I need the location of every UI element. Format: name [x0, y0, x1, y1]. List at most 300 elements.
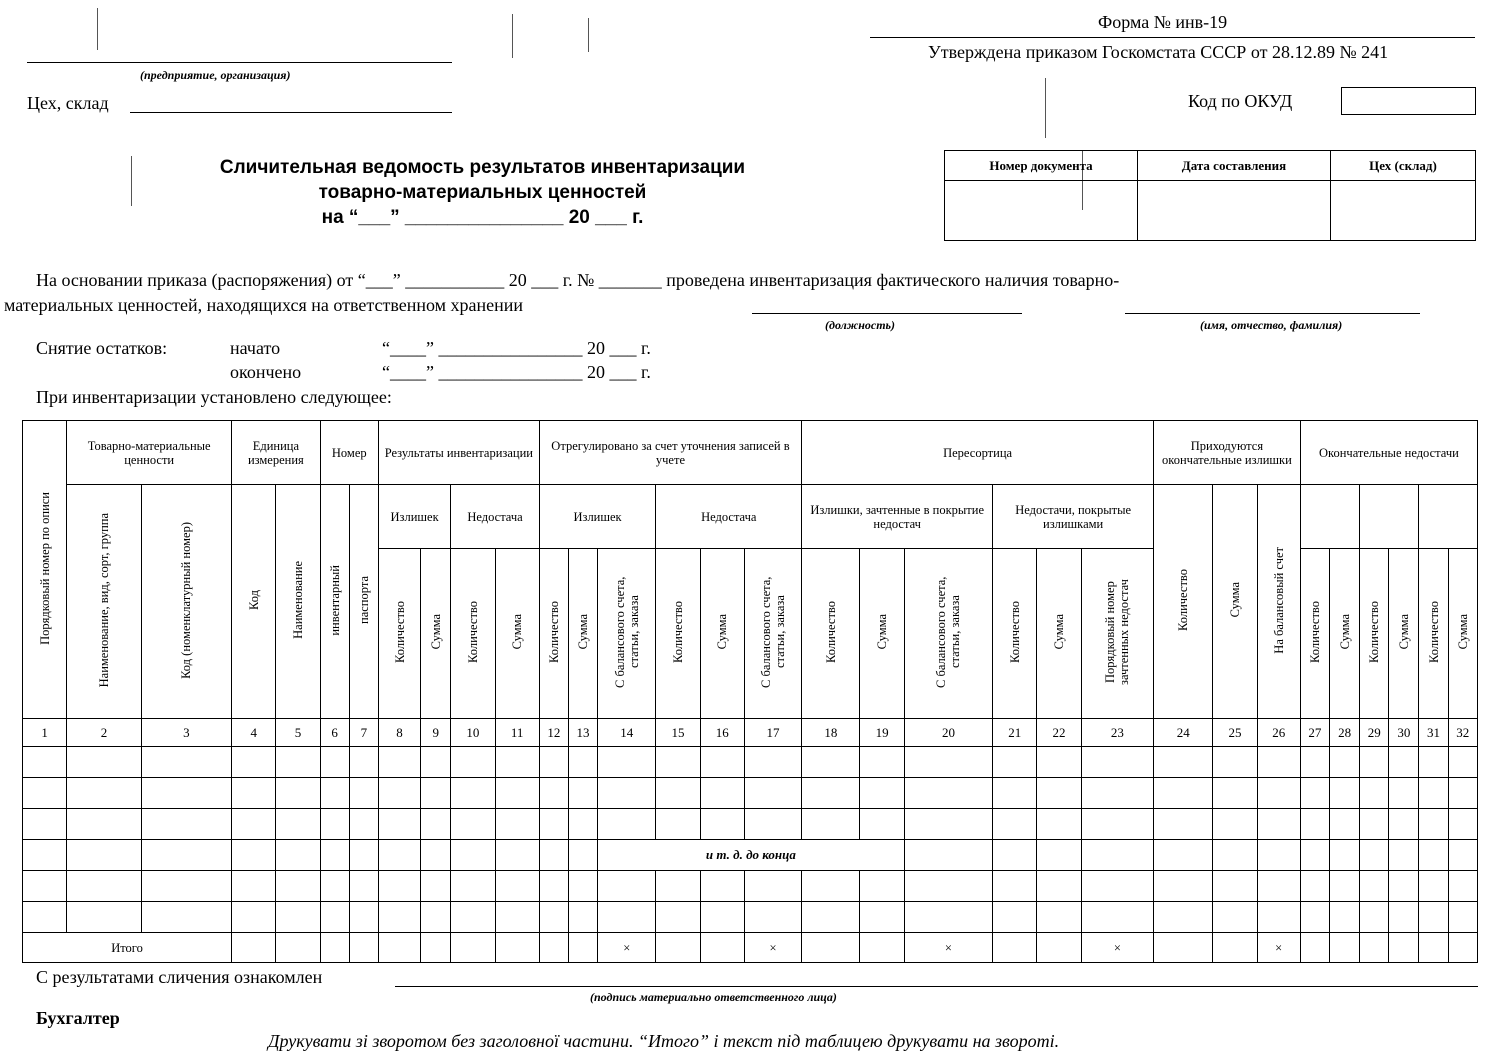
table-cell[interactable]	[1419, 871, 1448, 902]
table-cell[interactable]	[378, 902, 420, 933]
table-cell[interactable]	[802, 871, 860, 902]
table-cell[interactable]	[1300, 747, 1329, 778]
header-results-surplus: Излишек	[378, 485, 450, 549]
table-cell[interactable]	[1389, 902, 1419, 933]
table-cell[interactable]	[1389, 809, 1419, 840]
table-cell[interactable]	[320, 902, 349, 933]
table-cell[interactable]	[421, 778, 451, 809]
cross-mark: ×	[744, 933, 801, 963]
table-cell[interactable]	[539, 871, 568, 902]
table-cell[interactable]	[67, 809, 141, 840]
header-qty: Количество	[1007, 601, 1022, 663]
table-cell[interactable]	[141, 902, 231, 933]
table-cell[interactable]	[1448, 778, 1477, 809]
form-number: Форма № инв-19	[1098, 12, 1228, 32]
table-cell[interactable]	[568, 809, 597, 840]
header-income: Приходуются окончательные излишки	[1154, 421, 1301, 485]
total-cell[interactable]	[276, 933, 320, 963]
name-caption: (имя, отчество, фамилия)	[1200, 318, 1343, 332]
name-line	[1125, 313, 1420, 314]
table-cell[interactable]	[860, 747, 904, 778]
header-final-short: Окончательные недостачи	[1300, 421, 1477, 485]
total-cell[interactable]	[1037, 933, 1081, 963]
table-cell[interactable]	[495, 902, 539, 933]
table-cell[interactable]	[802, 902, 860, 933]
header-qty: Количество	[546, 601, 561, 663]
table-cell[interactable]	[1448, 871, 1477, 902]
title-line-2: товарно-материальных ценностей	[318, 182, 647, 203]
table-cell[interactable]	[802, 747, 860, 778]
total-cell[interactable]	[568, 933, 597, 963]
column-number: 3	[141, 719, 231, 747]
signature-caption: (подпись материально ответственного лица)	[590, 990, 837, 1004]
table-cell[interactable]	[276, 778, 320, 809]
table-cell[interactable]	[1329, 840, 1359, 871]
table-cell[interactable]	[421, 902, 451, 933]
table-cell[interactable]	[539, 809, 568, 840]
table-cell[interactable]	[451, 902, 495, 933]
column-number: 9	[421, 719, 451, 747]
table-cell[interactable]	[904, 840, 992, 871]
table-cell[interactable]	[568, 840, 597, 871]
table-cell[interactable]	[421, 840, 451, 871]
table-cell[interactable]	[23, 871, 67, 902]
column-number: 2	[67, 719, 141, 747]
table-cell[interactable]	[378, 778, 420, 809]
total-cell[interactable]	[1329, 933, 1359, 963]
table-cell[interactable]	[860, 871, 904, 902]
table-cell[interactable]	[568, 778, 597, 809]
okud-label: Код по ОКУД	[1188, 91, 1293, 111]
table-cell[interactable]	[320, 778, 349, 809]
total-cell[interactable]	[451, 933, 495, 963]
table-cell[interactable]	[1037, 902, 1081, 933]
table-cell[interactable]	[904, 778, 992, 809]
table-cell[interactable]	[232, 902, 276, 933]
table-cell[interactable]	[1360, 778, 1389, 809]
table-cell[interactable]	[993, 840, 1037, 871]
table-cell[interactable]	[495, 840, 539, 871]
total-cell[interactable]	[802, 933, 860, 963]
table-cell[interactable]	[1081, 809, 1153, 840]
table-cell[interactable]	[1360, 747, 1389, 778]
header-sum: Сумма	[510, 614, 525, 650]
table-cell[interactable]	[378, 840, 420, 871]
table-cell[interactable]	[349, 840, 378, 871]
table-cell[interactable]	[349, 747, 378, 778]
table-cell[interactable]	[378, 747, 420, 778]
doc-date-header: Дата составления	[1138, 151, 1331, 181]
table-cell[interactable]	[993, 778, 1037, 809]
table-cell[interactable]	[539, 840, 568, 871]
table-cell[interactable]	[23, 840, 67, 871]
header-sum: Сумма	[575, 614, 590, 650]
table-cell[interactable]	[451, 809, 495, 840]
column-number-row	[23, 719, 1478, 747]
table-cell[interactable]	[1389, 747, 1419, 778]
table-row	[23, 778, 1478, 809]
table-cell[interactable]	[1213, 840, 1257, 871]
table-cell[interactable]	[23, 902, 67, 933]
total-cell[interactable]	[1154, 933, 1213, 963]
table-cell[interactable]	[451, 778, 495, 809]
column-number: 11	[495, 719, 539, 747]
column-number: 1	[23, 719, 67, 747]
header-adj-shortage: Недостача	[656, 485, 802, 549]
header-regrade: Пересортица	[802, 421, 1154, 485]
total-cell[interactable]	[993, 933, 1037, 963]
header-balance-acc: С балансового счета, статьи, заказа	[759, 576, 787, 688]
table-cell[interactable]	[1448, 809, 1477, 840]
table-cell[interactable]	[495, 778, 539, 809]
total-cell[interactable]	[539, 933, 568, 963]
header-sum: Сумма	[1052, 614, 1067, 650]
table-cell[interactable]	[1389, 778, 1419, 809]
table-cell[interactable]	[451, 840, 495, 871]
table-cell[interactable]	[598, 778, 656, 809]
table-cell[interactable]	[1081, 747, 1153, 778]
table-cell[interactable]	[1037, 778, 1081, 809]
form-title	[150, 155, 815, 230]
table-cell[interactable]	[1257, 747, 1300, 778]
scan-artifact	[1045, 78, 1046, 138]
table-cell[interactable]	[1448, 902, 1477, 933]
table-cell[interactable]	[904, 747, 992, 778]
table-cell[interactable]	[656, 778, 700, 809]
scan-artifact	[131, 156, 132, 206]
table-cell[interactable]	[1419, 747, 1448, 778]
table-cell[interactable]	[568, 747, 597, 778]
title-line-3: на “___” _______________ 20 ___ г.	[321, 207, 644, 228]
header-regrade-surplus: Излишки, зачтенные в покрытие недостач	[802, 485, 993, 549]
table-cell[interactable]	[421, 871, 451, 902]
table-cell[interactable]	[1213, 778, 1257, 809]
table-cell[interactable]	[1360, 871, 1389, 902]
total-cell[interactable]	[232, 933, 276, 963]
table-cell[interactable]	[276, 871, 320, 902]
table-cell[interactable]	[539, 902, 568, 933]
table-cell[interactable]	[276, 747, 320, 778]
scan-artifact	[588, 18, 589, 52]
total-cell[interactable]	[349, 933, 378, 963]
table-cell[interactable]	[1257, 778, 1300, 809]
shop-line	[130, 112, 452, 113]
table-cell[interactable]	[232, 809, 276, 840]
column-number: 19	[860, 719, 904, 747]
table-cell[interactable]	[1389, 871, 1419, 902]
table-cell[interactable]	[1213, 902, 1257, 933]
table-cell[interactable]	[495, 747, 539, 778]
table-cell[interactable]	[1037, 809, 1081, 840]
header-regrade-short: Недостачи, покрытые излишками	[993, 485, 1154, 549]
column-number: 18	[802, 719, 860, 747]
table-cell[interactable]	[1329, 871, 1359, 902]
total-cell[interactable]	[421, 933, 451, 963]
header-qty: Количество	[670, 601, 685, 663]
table-cell[interactable]	[67, 747, 141, 778]
column-number: 4	[232, 719, 276, 747]
table-cell[interactable]	[1329, 902, 1359, 933]
table-cell[interactable]	[320, 747, 349, 778]
header-sum: Сумма	[1396, 614, 1411, 650]
table-cell[interactable]	[860, 809, 904, 840]
column-number: 32	[1448, 719, 1477, 747]
table-cell[interactable]	[744, 809, 801, 840]
header-adjusted: Отрегулировано за счет уточнения записей в учете	[539, 421, 801, 485]
table-cell[interactable]	[1081, 902, 1153, 933]
table-cell[interactable]	[598, 747, 656, 778]
table-cell[interactable]	[904, 902, 992, 933]
table-cell[interactable]	[1360, 902, 1389, 933]
table-cell[interactable]	[1081, 778, 1153, 809]
table-cell[interactable]	[1448, 747, 1477, 778]
header-num-inv: инвентарный	[327, 564, 342, 636]
table-cell[interactable]	[1419, 840, 1448, 871]
column-number: 31	[1419, 719, 1448, 747]
total-cell[interactable]	[320, 933, 349, 963]
table-cell[interactable]	[1329, 809, 1359, 840]
column-number: 29	[1360, 719, 1389, 747]
table-cell[interactable]	[67, 871, 141, 902]
table-cell[interactable]	[744, 778, 801, 809]
table-cell[interactable]	[320, 809, 349, 840]
table-cell[interactable]	[451, 747, 495, 778]
table-cell[interactable]	[539, 747, 568, 778]
table-cell[interactable]	[276, 840, 320, 871]
doc-shop-header: Цех (склад)	[1331, 151, 1476, 181]
table-cell[interactable]	[1154, 778, 1213, 809]
header-qty: Количество	[465, 601, 480, 663]
table-cell[interactable]	[993, 809, 1037, 840]
table-cell[interactable]	[1037, 871, 1081, 902]
table-cell[interactable]	[700, 778, 744, 809]
column-number: 6	[320, 719, 349, 747]
header-qty: Количество	[392, 601, 407, 663]
table-cell[interactable]	[993, 871, 1037, 902]
enterprise-line	[27, 62, 452, 63]
table-cell[interactable]	[1360, 840, 1389, 871]
table-cell[interactable]	[656, 871, 700, 902]
table-cell[interactable]	[1448, 840, 1477, 871]
table-cell[interactable]	[232, 747, 276, 778]
total-cell[interactable]	[656, 933, 700, 963]
total-cell[interactable]	[860, 933, 904, 963]
document-info-table	[944, 150, 1476, 241]
okud-code-box[interactable]	[1341, 87, 1476, 115]
table-cell[interactable]	[1257, 902, 1300, 933]
table-cell[interactable]	[141, 871, 231, 902]
total-row	[23, 933, 1478, 963]
table-cell[interactable]	[744, 747, 801, 778]
total-cell[interactable]	[378, 933, 420, 963]
table-cell[interactable]	[67, 778, 141, 809]
table-cell[interactable]	[1037, 840, 1081, 871]
table-cell[interactable]	[700, 747, 744, 778]
doc-shop-cell[interactable]	[1331, 181, 1476, 241]
total-label: Итого	[23, 933, 232, 963]
doc-number-header: Номер документа	[945, 151, 1138, 181]
total-cell[interactable]	[1360, 933, 1389, 963]
table-cell[interactable]	[141, 778, 231, 809]
column-number: 30	[1389, 719, 1419, 747]
table-cell[interactable]	[276, 902, 320, 933]
total-cell[interactable]	[1448, 933, 1477, 963]
table-cell[interactable]	[656, 747, 700, 778]
etc-text: и т. д. до конца	[598, 840, 905, 871]
table-cell[interactable]	[1329, 747, 1359, 778]
table-cell[interactable]	[656, 902, 700, 933]
header-qty: Количество	[1307, 601, 1322, 663]
table-cell[interactable]	[232, 778, 276, 809]
table-cell[interactable]	[1213, 809, 1257, 840]
established-text: При инвентаризации установлено следующее:	[36, 387, 392, 407]
column-number: 24	[1154, 719, 1213, 747]
table-cell[interactable]	[378, 809, 420, 840]
table-cell[interactable]	[349, 871, 378, 902]
table-cell[interactable]	[1154, 840, 1213, 871]
column-number: 5	[276, 719, 320, 747]
table-cell[interactable]	[378, 871, 420, 902]
table-cell[interactable]	[539, 778, 568, 809]
table-cell[interactable]	[1154, 902, 1213, 933]
table-cell[interactable]	[1300, 778, 1329, 809]
table-cell[interactable]	[1419, 778, 1448, 809]
header-sum: Сумма	[715, 614, 730, 650]
column-number: 12	[539, 719, 568, 747]
table-cell[interactable]	[993, 902, 1037, 933]
total-cell[interactable]	[495, 933, 539, 963]
table-cell[interactable]	[451, 871, 495, 902]
column-number: 14	[598, 719, 656, 747]
table-cell[interactable]	[1154, 747, 1213, 778]
header-unit-name: Наименование	[290, 561, 305, 639]
table-cell[interactable]	[141, 747, 231, 778]
table-cell[interactable]	[1360, 809, 1389, 840]
cross-mark: ×	[598, 933, 656, 963]
table-cell[interactable]	[141, 809, 231, 840]
table-cell[interactable]	[141, 840, 231, 871]
table-cell[interactable]	[23, 778, 67, 809]
table-cell[interactable]	[744, 902, 801, 933]
table-cell[interactable]	[421, 809, 451, 840]
scan-artifact	[512, 14, 513, 58]
table-cell[interactable]	[598, 902, 656, 933]
table-cell[interactable]	[232, 871, 276, 902]
table-cell[interactable]	[598, 871, 656, 902]
table-cell[interactable]	[23, 809, 67, 840]
table-cell[interactable]	[993, 747, 1037, 778]
table-cell[interactable]	[67, 902, 141, 933]
table-row	[23, 809, 1478, 840]
table-cell[interactable]	[320, 871, 349, 902]
table-cell[interactable]	[1389, 840, 1419, 871]
column-number: 22	[1037, 719, 1081, 747]
table-cell[interactable]	[860, 902, 904, 933]
table-cell[interactable]	[1300, 902, 1329, 933]
header-results: Результаты инвентаризации	[378, 421, 539, 485]
table-cell[interactable]	[1154, 809, 1213, 840]
table-cell[interactable]	[1257, 809, 1300, 840]
table-cell[interactable]	[860, 778, 904, 809]
footer-note: Друкувати зі зворотом без заголовної частини. “Итого” і текст під таблицею друкувати на звороті.	[268, 1031, 1060, 1051]
table-cell[interactable]	[1300, 840, 1329, 871]
table-cell[interactable]	[568, 902, 597, 933]
table-cell[interactable]	[744, 871, 801, 902]
header-adj-surplus: Излишек	[539, 485, 656, 549]
header-qty: Количество	[823, 601, 838, 663]
table-cell[interactable]	[700, 871, 744, 902]
basis-line-2: материальных ценностей, находящихся на ответственном хранении	[4, 295, 524, 315]
table-cell[interactable]	[349, 902, 378, 933]
table-cell[interactable]	[421, 747, 451, 778]
cross-mark: ×	[904, 933, 992, 963]
table-cell[interactable]	[1213, 871, 1257, 902]
total-cell[interactable]	[1419, 933, 1448, 963]
table-cell[interactable]	[320, 840, 349, 871]
table-cell[interactable]	[1081, 871, 1153, 902]
total-cell[interactable]	[1300, 933, 1329, 963]
table-cell[interactable]	[1081, 840, 1153, 871]
table-cell[interactable]	[904, 809, 992, 840]
table-cell[interactable]	[495, 871, 539, 902]
table-cell[interactable]	[568, 871, 597, 902]
total-cell[interactable]	[1389, 933, 1419, 963]
table-cell[interactable]	[1419, 809, 1448, 840]
table-cell[interactable]	[1300, 871, 1329, 902]
table-cell[interactable]	[1037, 747, 1081, 778]
total-cell[interactable]	[1213, 933, 1257, 963]
table-cell[interactable]	[700, 902, 744, 933]
table-cell[interactable]	[23, 747, 67, 778]
doc-date-cell[interactable]	[1138, 181, 1331, 241]
table-cell[interactable]	[1300, 809, 1329, 840]
header-num-pass: паспорта	[356, 576, 371, 624]
table-cell[interactable]	[802, 809, 860, 840]
column-number: 15	[656, 719, 700, 747]
table-cell[interactable]	[349, 778, 378, 809]
total-cell[interactable]	[700, 933, 744, 963]
table-cell[interactable]	[276, 809, 320, 840]
table-cell[interactable]	[1257, 840, 1300, 871]
table-cell[interactable]	[495, 809, 539, 840]
table-cell[interactable]	[1329, 778, 1359, 809]
table-cell[interactable]	[904, 871, 992, 902]
table-cell[interactable]	[656, 809, 700, 840]
doc-number-cell[interactable]	[945, 181, 1138, 241]
header-number: Номер	[320, 421, 378, 485]
started-date: “____” ________________ 20 ___ г.	[382, 338, 651, 358]
table-cell[interactable]	[1419, 902, 1448, 933]
table-cell[interactable]	[1213, 747, 1257, 778]
table-cell[interactable]	[598, 809, 656, 840]
table-row	[23, 871, 1478, 902]
position-line	[752, 313, 1022, 314]
table-cell[interactable]	[349, 809, 378, 840]
basis-line-1: На основании приказа (распоряжения) от “___” ___________ 20 ___ г. № _______ проведена инвентаризация фактического наличия товарно-	[36, 270, 1120, 290]
comparison-table	[22, 420, 1478, 963]
column-number: 10	[451, 719, 495, 747]
header-tmc: Товарно-материальные ценности	[67, 421, 232, 485]
table-cell[interactable]	[1154, 871, 1213, 902]
table-cell[interactable]	[1257, 871, 1300, 902]
table-cell[interactable]	[67, 840, 141, 871]
table-cell[interactable]	[802, 778, 860, 809]
header-balance-acc: С балансового счета, статьи, заказа	[934, 576, 963, 688]
cross-mark: ×	[1081, 933, 1153, 963]
header-ordinal: Порядковый номер по описи	[37, 491, 52, 645]
table-cell[interactable]	[700, 809, 744, 840]
table-cell[interactable]	[232, 840, 276, 871]
